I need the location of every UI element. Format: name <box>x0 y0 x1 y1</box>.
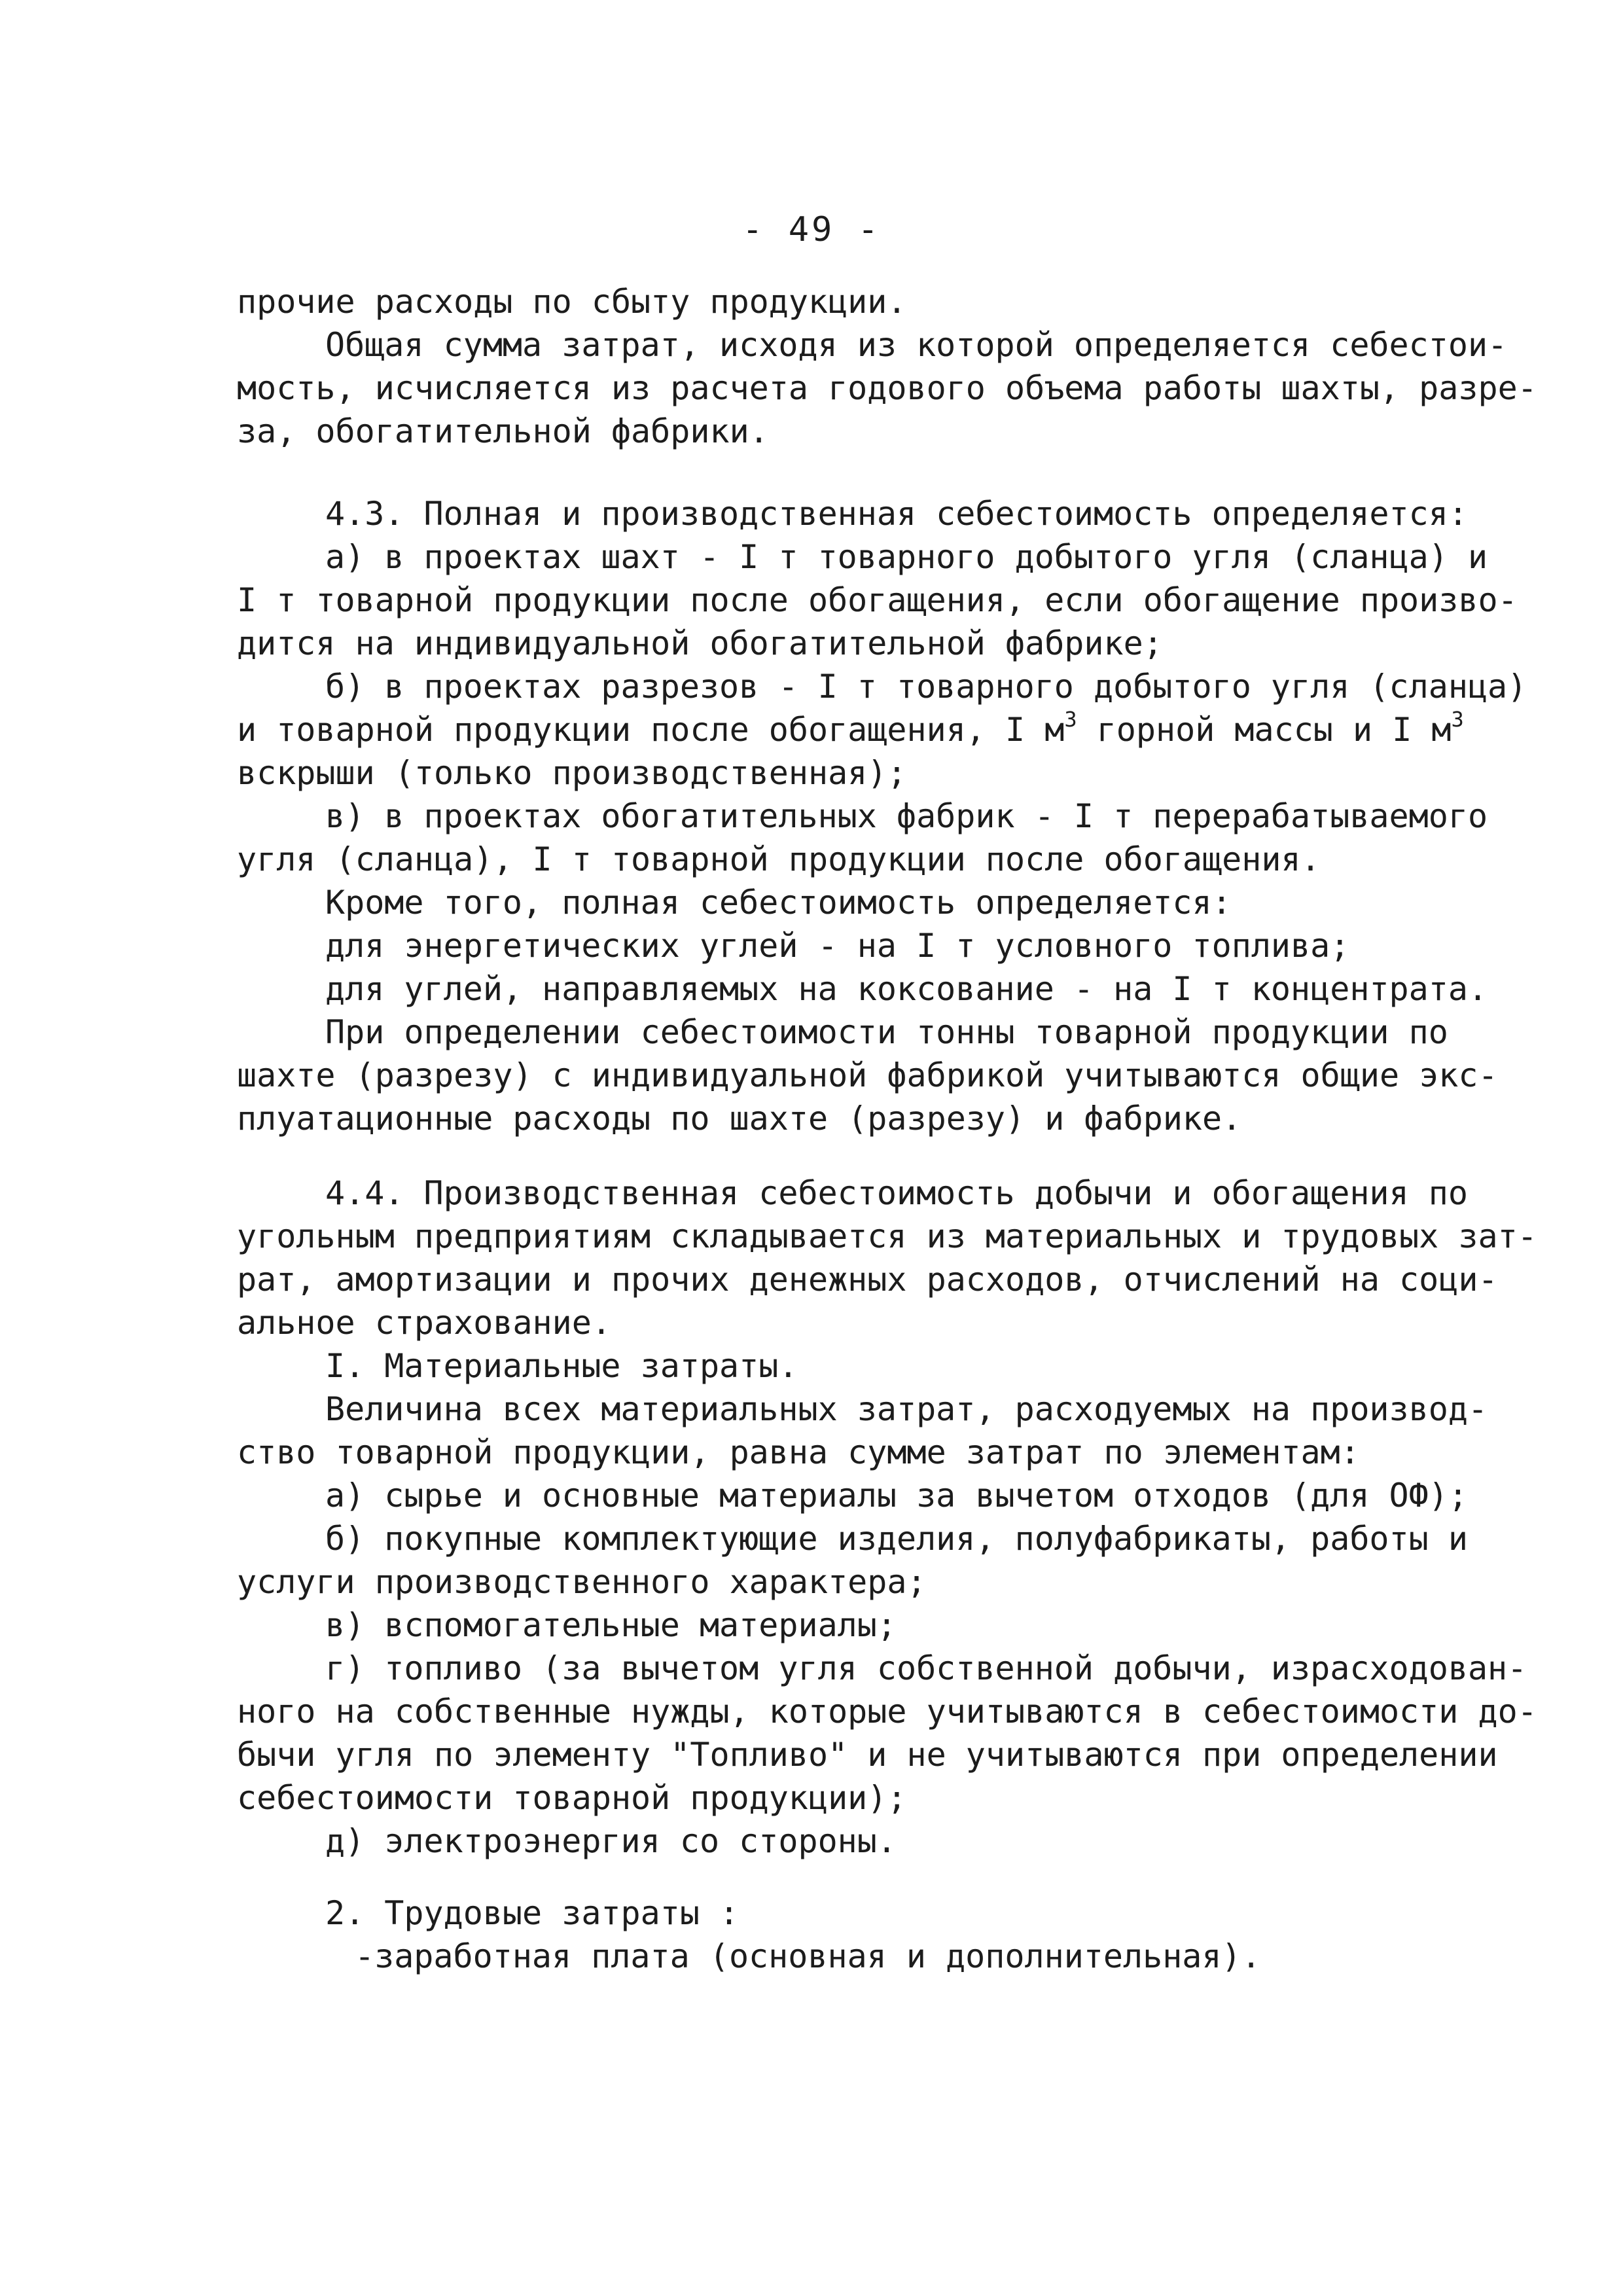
subheading-labor-costs: 2. Трудовые затраты : <box>325 1894 740 1932</box>
text-line: ство товарной продукции, равна сумме затрат по элементам: <box>237 1433 1360 1471</box>
text-line: услуги производственного характера; <box>237 1563 927 1601</box>
text-line: б) в проектах разрезов - I т товарного добытого угля (сланца) <box>325 668 1527 706</box>
list-item: б) покупные комплектующие изделия, полуфабрикаты, работы и <box>325 1520 1468 1558</box>
section-4-3 <box>237 492 1527 1140</box>
paragraph-total-costs <box>237 280 1537 453</box>
text-line: бычи угля по элементу "Топливо" и не учитываются при определении <box>237 1736 1498 1774</box>
text-line: альное страхование. <box>237 1304 611 1342</box>
text-line: прочие расходы по сбыту продукции. <box>237 283 907 321</box>
text-line: вскрыши (только производственная); <box>237 754 907 792</box>
text-line: рат, амортизации и прочих денежных расходов, отчислений на соци- <box>237 1261 1498 1299</box>
text-line: дится на индивидуальной обогатительной фабрике; <box>237 624 1163 662</box>
text-line: При определении себестоимости тонны товарной продукции по <box>325 1013 1448 1051</box>
text-line: шахте (разрезу) с индивидуальной фабрикой учитываются общие экс- <box>237 1056 1498 1094</box>
text-line: для энергетических углей - на I т условного топлива; <box>325 927 1350 965</box>
subheading-material-costs: I. Материальные затраты. <box>325 1347 798 1385</box>
list-item: в) вспомогательные материалы; <box>325 1606 897 1644</box>
section-4-4 <box>237 1172 1537 1863</box>
text-line: себестоимости товарной продукции); <box>237 1779 907 1817</box>
text-fragment: и товарной продукции после обогащения, I м <box>237 711 1065 749</box>
section-labor-costs <box>237 1892 1428 1978</box>
text-fragment: горной массы и I м <box>1077 711 1452 749</box>
text-line: Величина всех материальных затрат, расходуемых на производ- <box>325 1390 1488 1428</box>
section-heading-4-4: 4.4. Производственная себестоимость добычи и обогащения по <box>325 1174 1468 1212</box>
text-line: ного на собственные нужды, которые учитываются в себестоимости до- <box>237 1693 1537 1731</box>
list-item: д) электроэнергия со стороны. <box>325 1822 897 1860</box>
text-line: за, обогатительной фабрики. <box>237 412 769 450</box>
text-line: для углей, направляемых на коксование - на I т концентрата. <box>325 970 1488 1008</box>
text-line: плуатационные расходы по шахте (разрезу) и фабрике. <box>237 1100 1242 1138</box>
text-line: Кроме того, полная себестоимость определяется: <box>325 884 1232 922</box>
text-line-with-superscripts <box>237 707 1464 751</box>
text-line: в) в проектах обогатительных фабрик - I т перерабатываемого <box>325 797 1488 835</box>
list-item: а) сырье и основные материалы за вычетом отходов (для ОФ); <box>325 1477 1468 1515</box>
text-line: угольным предприятиям складывается из материальных и трудовых зат- <box>237 1217 1537 1255</box>
superscript-cubed: 3 <box>1064 707 1077 732</box>
text-line: угля (сланца), I т товарной продукции после обогащения. <box>237 840 1321 878</box>
page-number: - 49 - <box>742 210 881 249</box>
text-line: I т товарной продукции после обогащения, если обогащение произво- <box>237 581 1518 619</box>
list-item: -заработная плата (основная и дополнительная). <box>355 1937 1261 1975</box>
text-line: а) в проектах шахт - I т товарного добытого угля (сланца) и <box>325 538 1488 576</box>
section-heading-4-3: 4.3. Полная и производственная себестоимость определяется: <box>325 495 1468 533</box>
text-line: мость, исчисляется из расчета годового объема работы шахты, разре- <box>237 369 1537 407</box>
text-line: Общая сумма затрат, исходя из которой определяется себестои- <box>325 326 1508 364</box>
superscript-cubed: 3 <box>1451 707 1464 732</box>
list-item: г) топливо (за вычетом угля собственной добычи, израсходован- <box>325 1649 1527 1687</box>
